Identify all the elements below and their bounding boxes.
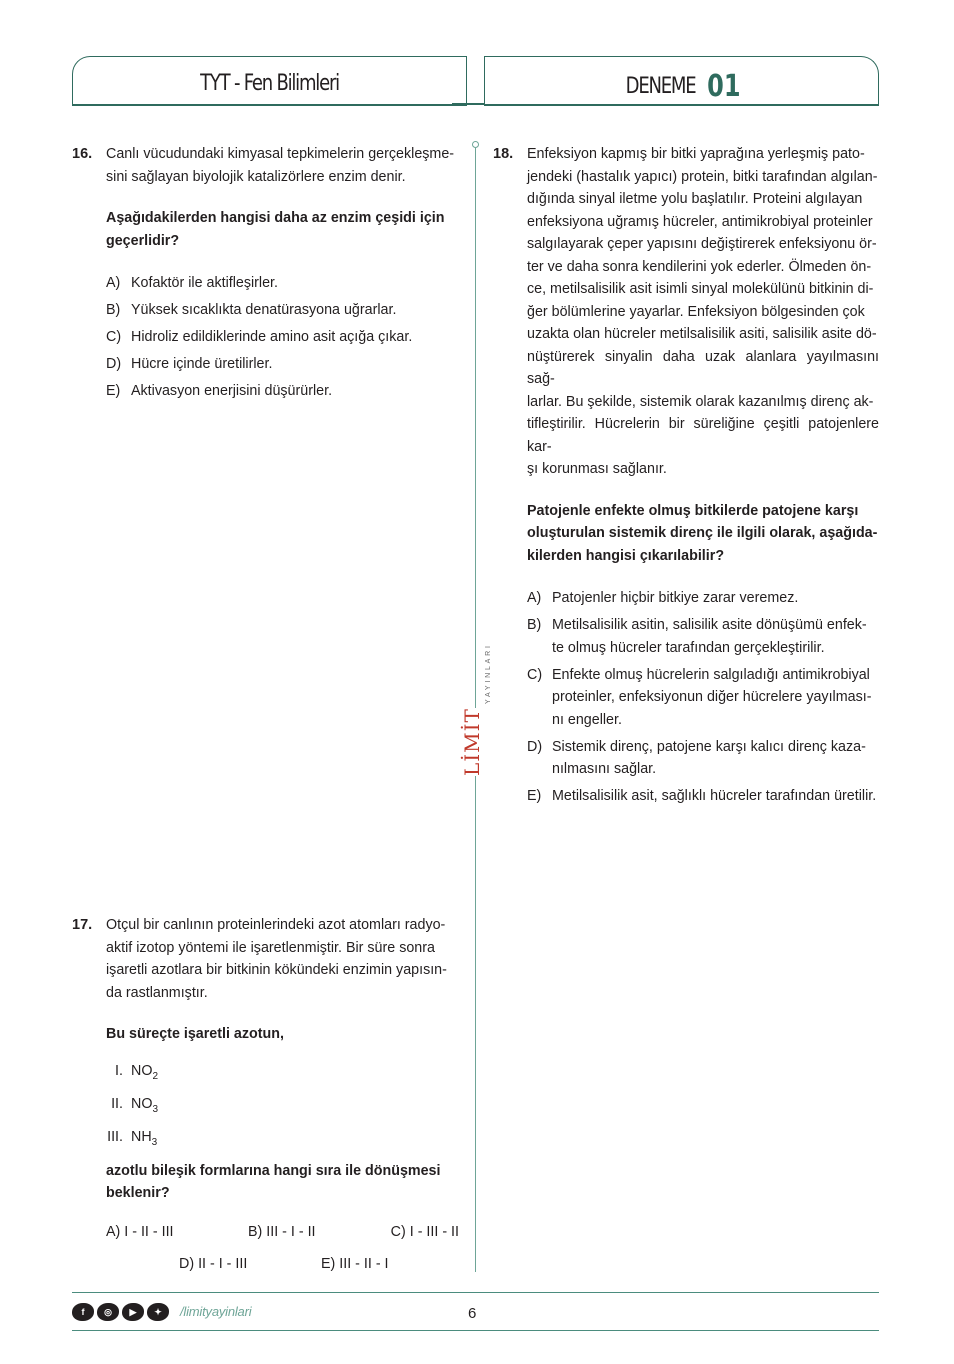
option-e[interactable] <box>321 1253 389 1276</box>
question-body <box>106 914 459 1281</box>
option-text: Sistemik direnç, patojene karşı kalıcı direnç kaza- <box>552 738 866 755</box>
social-handle[interactable]: /limityayinlari <box>180 1304 252 1319</box>
option-letter: E) <box>321 1255 336 1272</box>
stem-line: enfeksiyona uğramış hücreler, antimikrobiyal proteinler <box>527 213 873 230</box>
option-e[interactable] <box>527 785 879 808</box>
formula-subscript: 3 <box>151 1136 158 1148</box>
stem-line: larlar. Bu şekilde, sistemik olarak kazanılmış direnç ak- <box>527 393 874 410</box>
stem-line: ce, metilsalisilik asit isimli sinyal molekülünü bitkinin di- <box>527 281 874 297</box>
twitter-icon[interactable]: ✦ <box>147 1303 169 1321</box>
option-text: III - I - II <box>266 1223 316 1240</box>
question-body <box>106 143 459 407</box>
formula: NO <box>131 1062 153 1079</box>
stem-line: Otçul bir canlının proteinlerindeki azot atomları radyo- <box>106 917 446 933</box>
prompt-line: Patojenle enfekte olmuş bitkilerde patojene karşı <box>527 502 859 519</box>
options-grid <box>106 1221 459 1281</box>
footer-bottom-line <box>72 1330 879 1331</box>
facebook-icon[interactable]: f <box>72 1303 94 1321</box>
option-letter: E) <box>106 383 121 399</box>
option-letter: C) <box>390 1223 406 1240</box>
option-letter: C) <box>106 329 122 345</box>
option-text: te olmuş hücreler tarafından gerçekleştirilir. <box>552 639 825 656</box>
option-text: I - II - III <box>124 1223 174 1240</box>
option-letter: D) <box>106 356 122 372</box>
option-text: Hücre içinde üretilirler. <box>131 356 273 372</box>
stem-line: nüştürerek sinyalin daha uzak alanlara yayılmasını sağ- <box>527 348 879 387</box>
social-icons <box>72 1303 169 1321</box>
option-c[interactable] <box>527 664 879 732</box>
prompt-line: Aşağıdakilerden hangisi daha az enzim çeşidi için <box>106 210 445 226</box>
stem-line: da rastlanmıştır. <box>106 984 208 1001</box>
question-body <box>527 143 879 812</box>
option-text: Kofaktör ile aktifleşirler. <box>131 275 278 291</box>
header-exam-box <box>484 56 879 105</box>
header-exam <box>485 69 878 104</box>
option-letter: A) <box>527 590 542 606</box>
option-b[interactable] <box>106 299 459 322</box>
exam-number: 01 <box>707 69 741 104</box>
youtube-icon[interactable]: ▶ <box>122 1303 144 1321</box>
header-subject: TYT - Fen Bilimleri <box>200 71 339 96</box>
question-stem <box>106 914 459 1004</box>
question-prompt <box>527 500 879 568</box>
option-text: Hidroliz edildiklerinde amino asit açığa çıkar. <box>131 329 413 345</box>
option-a[interactable] <box>106 1221 174 1244</box>
exam-word: DENEME <box>625 74 696 99</box>
stem-line: salgılayarak çeper yapısını değiştirerek enfeksiyonu ör- <box>527 236 877 252</box>
question-number: 17. <box>72 917 93 933</box>
header-subject-box <box>72 56 467 105</box>
prompt-line: azotlu bileşik formlarına hangi sıra ile dönüşmesi <box>106 1162 441 1179</box>
prompt-line: kilerden hangisi çıkarılabilir? <box>527 547 725 564</box>
stem-line: aktif izotop yöntemi ile işaretlenmiştir. Bir süre sonra <box>106 939 435 956</box>
formula: NO <box>131 1095 153 1112</box>
question-number: 18. <box>493 146 514 162</box>
question-number: 16. <box>72 146 93 162</box>
option-b[interactable] <box>248 1221 316 1244</box>
option-text: Yüksek sıcaklıkta denatürasyona uğrarlar. <box>131 302 397 318</box>
option-text: Enfekte olmuş hücrelerin salgıladığı antimikrobiyal <box>552 666 870 683</box>
option-text: Aktivasyon enerjisini düşürürler. <box>131 383 333 399</box>
header-right-underline <box>484 104 879 106</box>
option-text: Patojenler hiçbir bitkiye zarar veremez. <box>552 590 799 606</box>
stem-line: şı korunması sağlanır. <box>527 461 667 477</box>
stem-line: Enfeksiyon kapmış bir bitki yaprağına yerleşmiş pato- <box>527 146 865 162</box>
brand-sub-text: YAYINLARI <box>485 643 492 704</box>
option-text: Metilsalisilik asitin, salisilik asite dönüşümü enfek- <box>552 617 867 633</box>
option-text: proteinler, enfeksiyonun diğer hücrelere yayılması- <box>552 689 872 705</box>
question-prompt <box>106 207 459 252</box>
option-a[interactable] <box>527 587 879 610</box>
stem-line: jendeki (hastalık yapıcı) protein, bitki tarafından algılan- <box>527 168 878 185</box>
option-c[interactable] <box>106 326 459 349</box>
option-d[interactable] <box>106 353 459 376</box>
prompt-line: oluşturulan sistemik direnç ile ilgili olarak, aşağıda- <box>527 525 878 541</box>
footer-top-line <box>72 1292 879 1293</box>
roman-numeral: III. <box>107 1128 123 1145</box>
roman-numeral: I. <box>115 1062 123 1079</box>
option-text: nı engeller. <box>552 711 622 728</box>
option-letter: A) <box>106 275 121 291</box>
option-letter: A) <box>106 1223 121 1240</box>
option-letter: E) <box>527 788 542 804</box>
prompt-line: beklenir? <box>106 1185 170 1201</box>
stem-line: dığında sinyal iletme yolu başlatılır. Proteini algılayan <box>527 191 863 207</box>
roman-numeral: II. <box>111 1095 123 1112</box>
option-text: III - II - I <box>339 1255 389 1272</box>
option-text: Metilsalisilik asit, sağlıklı hücreler tarafından üretilir. <box>552 788 877 804</box>
brand-watermark <box>462 636 492 776</box>
formula: NH <box>131 1128 152 1145</box>
stem-line: sini sağlayan biyolojik katalizörlere enzim denir. <box>106 168 406 185</box>
option-text: I - III - II <box>409 1223 459 1240</box>
option-text: nılmasını sağlar. <box>552 761 657 777</box>
question-prompt-2 <box>106 1160 459 1205</box>
brand-logo-text: LİMİT <box>460 708 484 776</box>
prompt-line: geçerlidir? <box>106 232 180 249</box>
option-e[interactable] <box>106 380 459 403</box>
option-letter: D) <box>527 738 543 755</box>
option-c[interactable] <box>391 1221 459 1244</box>
stem-line: uzakta olan hücreler metilsalisilik asiti, salisilik asite dö- <box>527 326 877 342</box>
question-stem <box>106 143 459 188</box>
roman-items <box>106 1060 459 1159</box>
option-letter: C) <box>527 666 543 683</box>
divider-dot <box>472 141 479 148</box>
formula-subscript: 2 <box>152 1070 159 1082</box>
roman-item-2 <box>106 1093 459 1126</box>
options-list <box>106 272 459 403</box>
option-b[interactable] <box>527 614 879 659</box>
stem-line: işaretli azotlara bir bitkinin kökündeki enzimin yapısın- <box>106 962 447 978</box>
question-stem <box>527 143 879 481</box>
option-letter: D) <box>179 1255 195 1272</box>
option-a[interactable] <box>106 272 459 295</box>
header-left-underline <box>72 104 467 106</box>
options-list <box>527 587 879 808</box>
stem-line: ter ve daha sonra kendilerini yok ederler. Ölmeden ön- <box>527 258 872 275</box>
option-d[interactable] <box>179 1253 247 1276</box>
stem-line: Canlı vücudundaki kimyasal tepkimelerin gerçekleşme- <box>106 146 455 162</box>
option-letter: B) <box>248 1223 263 1240</box>
page-number: 6 <box>468 1305 477 1322</box>
stem-line: ğer bölümlerine yayarlar. Enfeksiyon bölgesinden çok <box>527 303 865 320</box>
option-d[interactable] <box>527 736 879 781</box>
option-letter: B) <box>527 617 542 633</box>
instagram-icon[interactable]: ◎ <box>97 1303 119 1321</box>
stem-line: tifleştirilir. Hücrelerin bir süreliğine çeşitli patojenlere kar- <box>527 416 879 455</box>
option-text: II - I - III <box>198 1255 248 1272</box>
formula-subscript: 3 <box>152 1103 159 1115</box>
roman-item-3 <box>106 1126 459 1159</box>
option-letter: B) <box>106 302 121 318</box>
question-prompt: Bu süreçte işaretli azotun, <box>106 1026 284 1042</box>
roman-item-1 <box>106 1060 459 1093</box>
